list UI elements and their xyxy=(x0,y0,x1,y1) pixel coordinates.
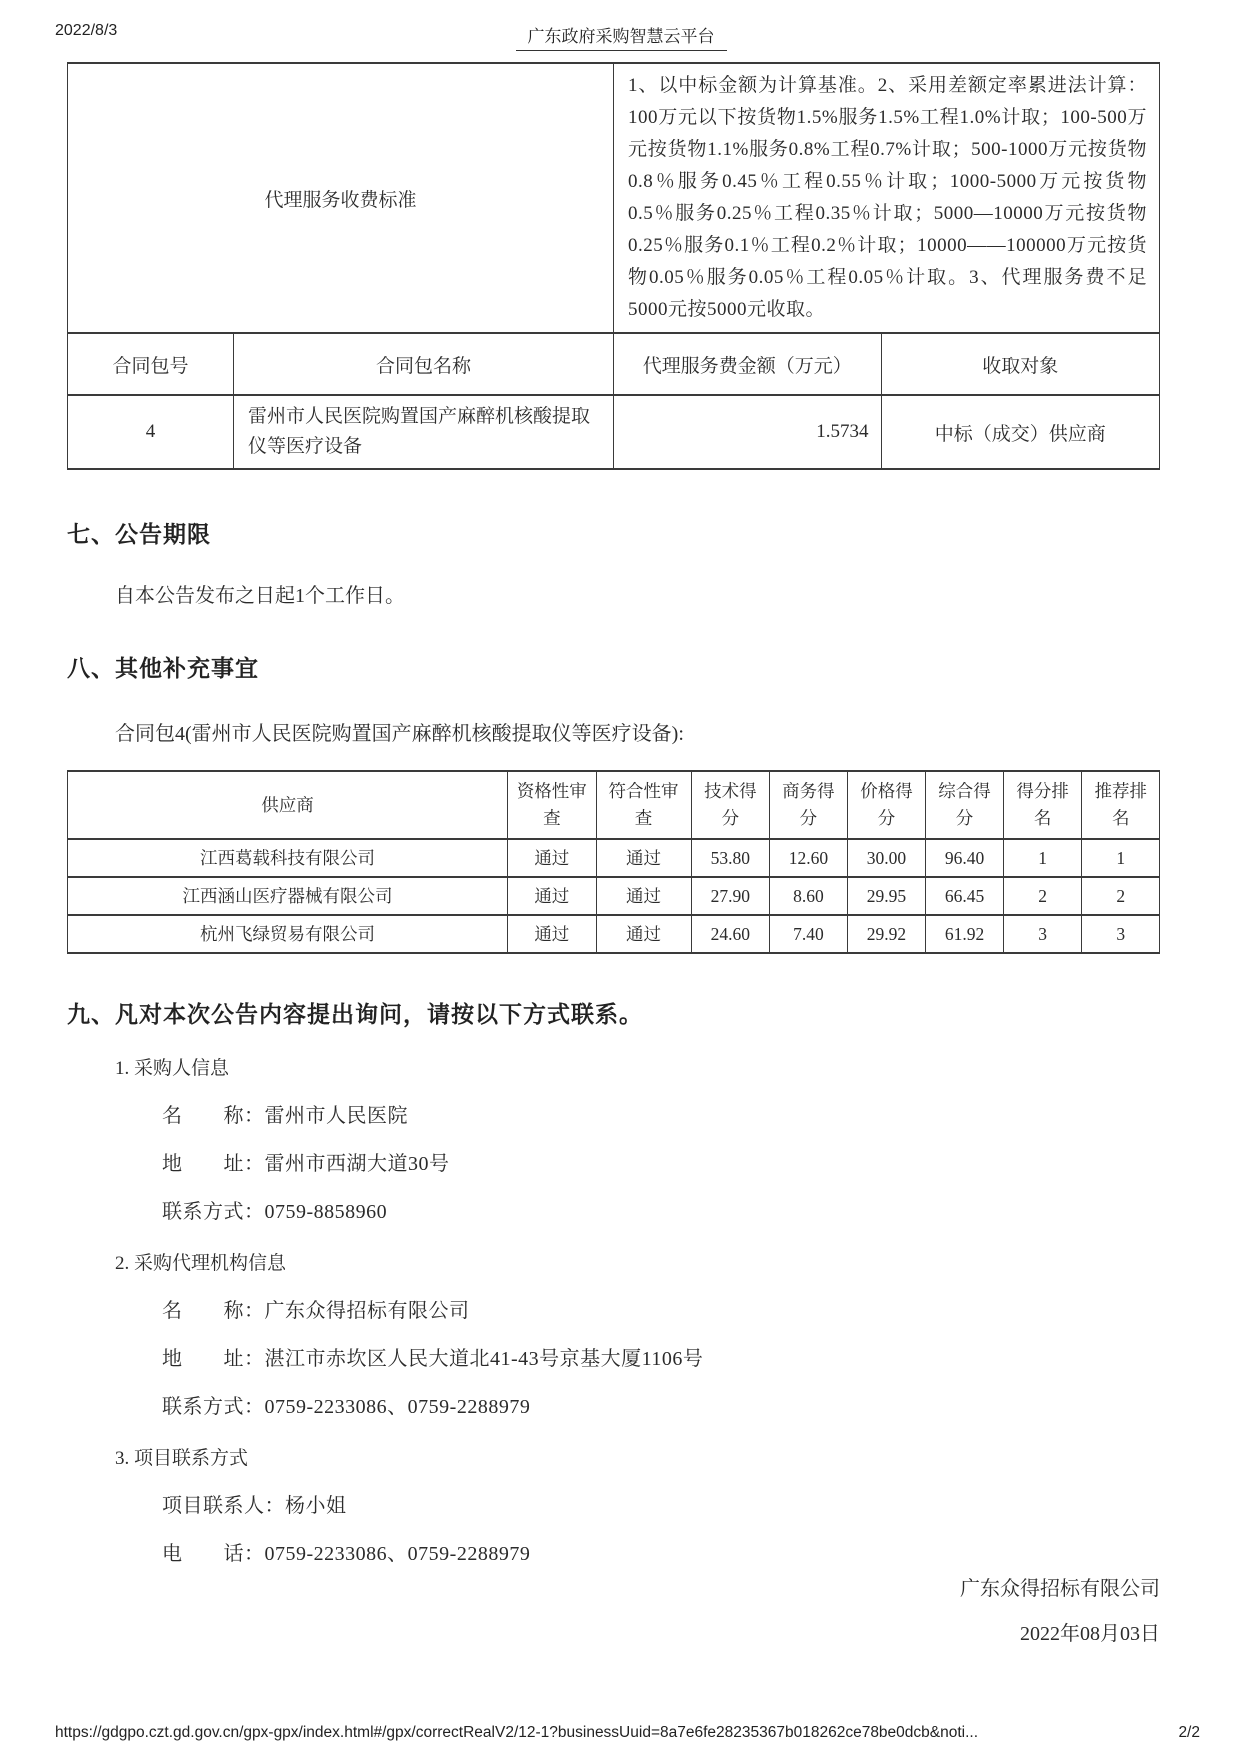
print-footer xyxy=(55,1724,1200,1742)
fee-standard-text: 1、以中标金额为计算基准。2、采用差额定率累进法计算：100万元以下按货物1.5%服务1.5%工程1.0%计取；100-500万元按货物1.1%服务0.8%工程0.7%计取；500-1000万元按货物0.8％服务0.45％工程0.55％计取；1000-5000万元按货物0.5％服务0.25％工程0.35％计取；5000—10000万元按货物0.25％服务0.1％工程0.2％计取；10000——100000万元按货物0.05％服务0.05％工程0.05％计取。3、代理服务费不足5000元按5000元收取。 xyxy=(613,63,1159,333)
footer-url: https://gdgpo.czt.gd.gov.cn/gpx-gpx/index.html#/gpx/correctRealV2/12-1?businessUuid=8a7e6fe28235367b018262ce78be0dcb&noti... xyxy=(55,1724,979,1741)
section7-title: 七、公告期限 xyxy=(67,522,211,547)
project-contact-person-line: 项目联系人：杨小姐 xyxy=(162,1495,347,1517)
col-header-business-score: 商务得分 xyxy=(770,771,848,839)
agency-info-group xyxy=(67,1248,1160,1419)
print-header xyxy=(0,0,1242,56)
agency-name-line: 名 称：广东众得招标有限公司 xyxy=(162,1300,470,1322)
section7-body: 自本公告发布之日起1个工作日。 xyxy=(115,585,405,607)
buyer-info-group xyxy=(67,1053,1160,1224)
buyer-phone-line: 联系方式：0759-8858960 xyxy=(162,1201,388,1223)
col-header-qualification-review: 资格性审查 xyxy=(508,771,596,839)
col-header-score-rank: 得分排名 xyxy=(1003,771,1082,839)
score-table-row: 杭州飞绿贸易有限公司 通过 通过 24.60 7.40 29.92 61.92 3 3 xyxy=(68,915,1160,953)
col-header-package-name: 合同包名称 xyxy=(233,333,613,395)
project-contact-group xyxy=(67,1443,1160,1566)
col-header-total-score: 综合得分 xyxy=(926,771,1004,839)
supplier-score-table xyxy=(67,770,1160,954)
col-header-conformity-review: 符合性审查 xyxy=(596,771,691,839)
col-header-technical-score: 技术得分 xyxy=(691,771,770,839)
section9-title: 九、凡对本次公告内容提出询问，请按以下方式联系。 xyxy=(67,1002,643,1027)
signature-date: 2022年08月03日 xyxy=(1020,1623,1160,1645)
col-header-payer: 收取对象 xyxy=(881,333,1159,395)
package-name: 雷州市人民医院购置国产麻醉机核酸提取仪等医疗设备 xyxy=(233,395,613,469)
agency-info-heading: 2. 采购代理机构信息 xyxy=(115,1253,287,1274)
site-title: 广东政府采购智慧云平台 xyxy=(516,22,727,51)
agency-phone-line: 联系方式：0759-2233086、0759-2288979 xyxy=(162,1396,531,1418)
score-table-row: 江西葛载科技有限公司 通过 通过 53.80 12.60 30.00 96.40 1 1 xyxy=(68,839,1160,877)
project-contact-heading: 3. 项目联系方式 xyxy=(115,1448,249,1469)
section8-title: 八、其他补充事宜 xyxy=(67,656,259,681)
signature-block xyxy=(67,1572,1160,1646)
contract-table-row xyxy=(68,395,1160,469)
buyer-name-line: 名 称：雷州市人民医院 xyxy=(162,1105,408,1127)
section8-body: 合同包4(雷州市人民医院购置国产麻醉机核酸提取仪等医疗设备): xyxy=(115,723,684,745)
supplier-name: 江西涵山医疗器械有限公司 xyxy=(68,877,508,915)
fee-contract-table xyxy=(67,62,1160,470)
document-content xyxy=(0,62,1242,1646)
print-date: 2022/8/3 xyxy=(55,22,118,39)
fee-amount: 1.5734 xyxy=(613,395,881,469)
signature-company: 广东众得招标有限公司 xyxy=(960,1578,1160,1600)
col-header-fee-amount: 代理服务费金额（万元） xyxy=(613,333,881,395)
score-table-row: 江西涵山医疗器械有限公司 通过 通过 27.90 8.60 29.95 66.45 2 2 xyxy=(68,877,1160,915)
col-header-supplier: 供应商 xyxy=(68,771,508,839)
col-header-recommend-rank: 推荐排名 xyxy=(1082,771,1160,839)
agency-address-line: 地 址：湛江市赤坎区人民大道北41-43号京基大厦1106号 xyxy=(162,1348,704,1370)
supplier-name: 江西葛载科技有限公司 xyxy=(68,839,508,877)
buyer-address-line: 地 址：雷州市西湖大道30号 xyxy=(162,1153,450,1175)
payer: 中标（成交）供应商 xyxy=(881,395,1159,469)
buyer-info-heading: 1. 采购人信息 xyxy=(115,1058,230,1079)
supplier-name: 杭州飞绿贸易有限公司 xyxy=(68,915,508,953)
score-table-header-row xyxy=(68,771,1160,839)
fee-standard-label: 代理服务收费标准 xyxy=(68,63,614,333)
project-phone-line: 电 话：0759-2233086、0759-2288979 xyxy=(162,1543,531,1565)
contract-table-header-row xyxy=(68,333,1160,395)
col-header-price-score: 价格得分 xyxy=(847,771,926,839)
col-header-package-no: 合同包号 xyxy=(68,333,234,395)
package-no: 4 xyxy=(68,395,234,469)
footer-page-number: 2/2 xyxy=(1178,1724,1200,1741)
